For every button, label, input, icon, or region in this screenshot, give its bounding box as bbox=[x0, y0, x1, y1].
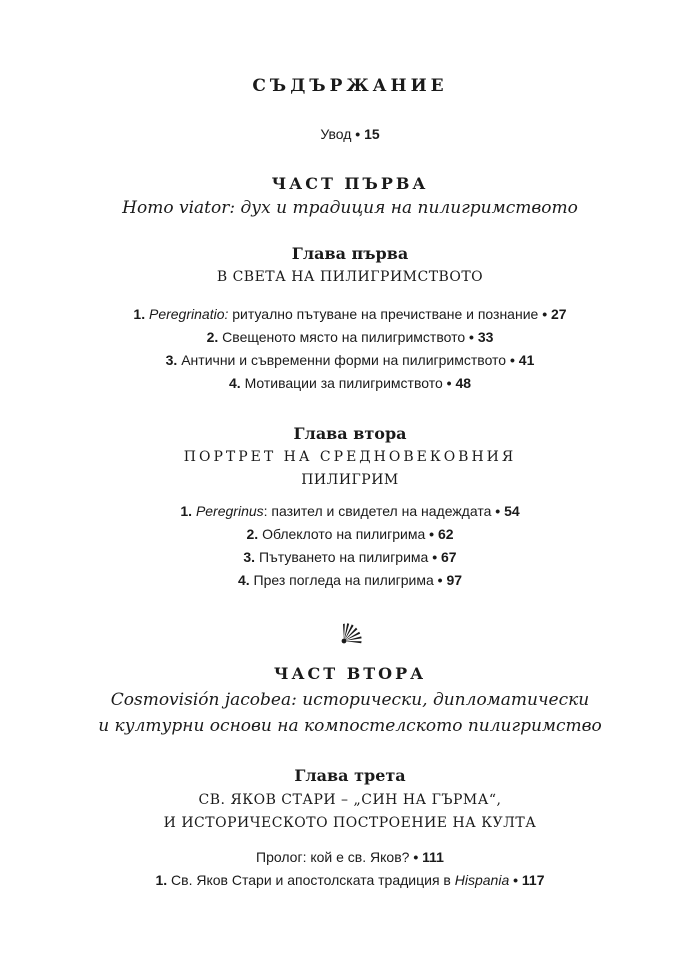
part1-subtitle-rest: дух и традиция на пилигримството bbox=[235, 198, 578, 218]
entry-latin: Hispania bbox=[454, 872, 510, 888]
entry-text: Облеклото на пилигрима bbox=[262, 526, 426, 542]
entry-text: : пазител и свидетел на надеждата bbox=[263, 503, 492, 519]
part2-subtitle-line2: и културни основи на компостелското пилигримство bbox=[98, 716, 602, 736]
entry-text: Пролог: кой е св. Яков? bbox=[256, 849, 410, 865]
part1-subtitle bbox=[0, 198, 700, 218]
entry-number: 2. bbox=[206, 329, 219, 345]
entry-separator: • bbox=[509, 352, 515, 368]
chapter2-subtitle-line1: ПОРТРЕТ НА СРЕДНОВЕКОВНИЯ bbox=[183, 449, 517, 465]
part2-subtitle-rest: исторически, дипломатически bbox=[296, 690, 590, 710]
entry-page: 62 bbox=[437, 526, 454, 542]
toc-entry bbox=[0, 872, 700, 888]
entry-text: Св. Яков Стари и апостолската традиция в bbox=[171, 872, 455, 888]
part1-title: ЧАСТ ПЪРВА bbox=[271, 174, 429, 193]
entry-separator: • bbox=[446, 375, 452, 391]
scallop-shell-icon bbox=[338, 621, 364, 647]
entry-separator: • bbox=[413, 849, 419, 865]
entry-latin: Peregrinus bbox=[195, 503, 264, 519]
toc-entry-intro bbox=[0, 126, 700, 142]
entry-number: 4. bbox=[228, 375, 241, 391]
entry-number: 3. bbox=[243, 549, 256, 565]
entry-text: Пътуването на пилигрима bbox=[258, 549, 429, 565]
entry-text: Увод bbox=[320, 126, 352, 142]
chapter1-title: Глава първа bbox=[291, 244, 409, 263]
entry-page: 27 bbox=[551, 306, 567, 322]
entry-page: 15 bbox=[364, 126, 380, 142]
entry-number: 1. bbox=[133, 306, 146, 322]
entry-number: 1. bbox=[180, 503, 193, 519]
toc-entry bbox=[0, 352, 700, 368]
entry-page: 48 bbox=[455, 375, 472, 391]
entry-page: 117 bbox=[521, 872, 545, 888]
toc-entry bbox=[0, 549, 700, 565]
entry-separator: • bbox=[469, 329, 474, 345]
toc-entry bbox=[0, 503, 700, 519]
chapter3-subtitle-line1: СВ. ЯКОВ СТАРИ – „СИН НА ГЪРМА“, bbox=[198, 792, 502, 808]
entry-latin: Peregrinatio: bbox=[148, 306, 229, 322]
entry-text: Свещеното място на пилигримството bbox=[222, 329, 466, 345]
chapter2-subtitle-line2: ПИЛИГРИМ bbox=[301, 472, 399, 488]
toc-entry bbox=[0, 572, 700, 588]
entry-separator: • bbox=[432, 549, 438, 565]
part2-subtitle-line1 bbox=[0, 690, 700, 710]
part2-title: ЧАСТ ВТОРА bbox=[273, 664, 427, 683]
toc-entry bbox=[0, 329, 700, 345]
entry-number: 4. bbox=[237, 572, 250, 588]
entry-page: 41 bbox=[518, 352, 535, 368]
entry-separator: • bbox=[513, 872, 519, 888]
entry-page: 97 bbox=[446, 572, 463, 588]
toc-entry bbox=[0, 306, 700, 322]
entry-page: 111 bbox=[422, 849, 444, 865]
toc-entry bbox=[0, 526, 700, 542]
entry-number: 1. bbox=[155, 872, 168, 888]
entry-separator: • bbox=[542, 306, 548, 322]
entry-page: 33 bbox=[477, 329, 494, 345]
entry-text: През погледа на пилигрима bbox=[253, 572, 434, 588]
entry-text: Мотивации за пилигримството bbox=[244, 375, 443, 391]
toc-entry-prologue bbox=[0, 849, 700, 865]
entry-separator: • bbox=[495, 503, 501, 519]
chapter2-title: Глава втора bbox=[293, 424, 407, 443]
toc-entry bbox=[0, 375, 700, 391]
toc-title: СЪДЪРЖАНИЕ bbox=[252, 76, 448, 96]
chapter3-title: Глава трета bbox=[294, 766, 406, 785]
chapter1-subtitle: В СВЕТА НА ПИЛИГРИМСТВОТО bbox=[216, 269, 484, 285]
entry-number: 3. bbox=[165, 352, 178, 368]
entry-text: ритуално пътуване на пречистване и познание bbox=[228, 306, 539, 322]
entry-text: Антични и съвременни форми на пилигримството bbox=[181, 352, 507, 368]
entry-separator: • bbox=[429, 526, 435, 542]
entry-number: 2. bbox=[246, 526, 259, 542]
entry-page: 54 bbox=[504, 503, 520, 519]
part2-subtitle-latin: Cosmovisión jacobea: bbox=[110, 690, 297, 710]
chapter3-subtitle-line2: И ИСТОРИЧЕСКОТО ПОСТРОЕНИЕ НА КУЛТА bbox=[163, 815, 537, 831]
entry-separator: • bbox=[437, 572, 443, 588]
entry-separator: • bbox=[355, 126, 361, 142]
entry-page: 67 bbox=[441, 549, 457, 565]
part1-subtitle-latin: Homo viator: bbox=[122, 198, 236, 218]
